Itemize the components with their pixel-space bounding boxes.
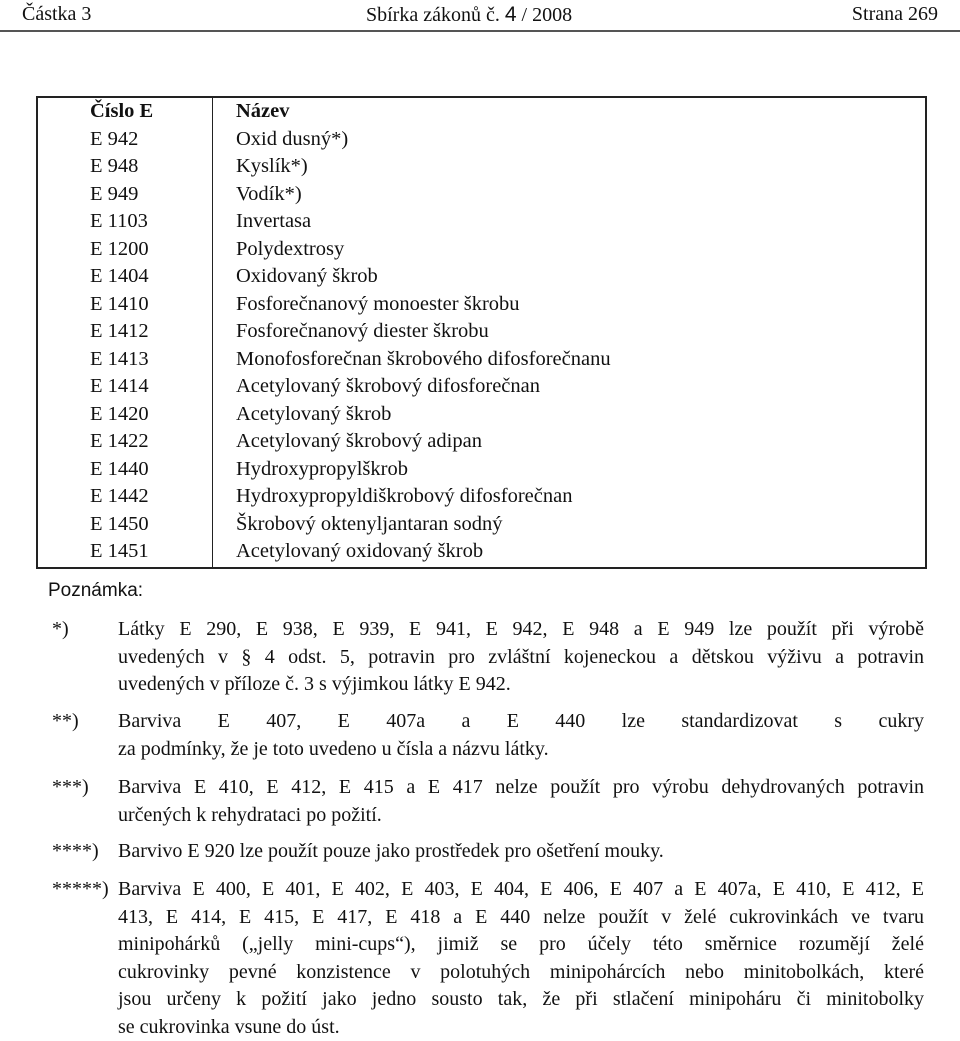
e-code: E 1413 [90,346,149,373]
e-code: E 942 [90,126,138,153]
table-row [38,346,925,373]
header-title [366,3,572,27]
header-issue-number: 4 [505,3,517,26]
substance-name: Acetylovaný škrobový difosforečnan [236,373,540,400]
table-row [38,538,925,565]
page-header [0,0,960,32]
table-row [38,153,925,180]
substance-name: Oxid dusný*) [236,126,348,153]
footnote-line: Barviva E 410, E 412, E 415 a E 417 nelze použít pro výrobu dehydrovaných potravin [118,774,924,802]
substance-name: Invertasa [236,208,311,235]
e-code: E 1410 [90,291,149,318]
footnote-line: Barvivo E 920 lze použít pouze jako prostředek pro ošetření mouky. [118,838,924,866]
e-code: E 1412 [90,318,149,345]
header-title-prefix: Sbírka zákonů č. [366,4,500,26]
table-row [38,483,925,510]
footnote-mark: ****) [52,838,99,866]
header-part: Částka 3 [22,3,91,26]
footnote-line: uvedených v příloze č. 3 s výjimkou látky E 942. [118,671,924,699]
table-row [38,511,925,538]
substance-name: Kyslík*) [236,153,308,180]
footnote-line: Barviva E 400, E 401, E 402, E 403, E 404, E 406, E 407 a E 407a, E 410, E 412, E [118,876,924,904]
footnote-1 [52,616,924,700]
table-row [38,456,925,483]
table-row [38,236,925,263]
substance-name: Hydroxypropyldiškrobový difosforečnan [236,483,572,510]
table-row [38,263,925,290]
substance-name: Vodík*) [236,181,302,208]
footnote-line: Látky E 290, E 938, E 939, E 941, E 942, E 948 a E 949 lze použít při výrobě [118,616,924,644]
table-row [38,401,925,428]
e-code: E 1442 [90,483,149,510]
substance-name: Fosforečnanový monoester škrobu [236,291,520,318]
header-page-number: Strana 269 [852,3,938,26]
substance-name: Acetylovaný škrob [236,401,391,428]
e-code: E 1440 [90,456,149,483]
table-row [38,373,925,400]
footnote-line: Barviva E 407, E 407a a E 440 lze standardizovat s cukry [118,708,924,736]
e-code: E 949 [90,181,138,208]
e-code: E 1404 [90,263,149,290]
footnote-line: určených k rehydrataci po požití. [118,802,924,830]
substance-name: Škrobový oktenyljantaran sodný [236,511,502,538]
substance-name: Oxidovaný škrob [236,263,378,290]
substance-name: Hydroxypropylškrob [236,456,408,483]
note-label: Poznámka: [48,580,143,602]
substance-name: Acetylovaný škrobový adipan [236,428,482,455]
e-code: E 1451 [90,538,149,565]
table-row [38,208,925,235]
column-header-code: Číslo E [90,98,153,125]
e-number-table [36,96,927,569]
footnote-mark: **) [52,708,79,736]
table-row [38,428,925,455]
e-code: E 1422 [90,428,149,455]
footnote-mark: *****) [52,876,109,904]
footnote-line: za podmínky, že je toto uvedeno u čísla a názvu látky. [118,736,924,764]
table-row [38,181,925,208]
footnote-line: 413, E 414, E 415, E 417, E 418 a E 440 nelze použít v želé cukrovinkách ve tvaru [118,904,924,932]
footnote-line: cukrovinky pevné konzistence v polotuhých minipohárcích nebo minitobolkách, které [118,959,924,987]
header-title-suffix: / 2008 [522,4,573,26]
substance-name: Acetylovaný oxidovaný škrob [236,538,483,565]
substance-name: Polydextrosy [236,236,344,263]
e-code: E 1103 [90,208,148,235]
footnote-line: jsou určeny k požití jako jedno sousto tak, že při stlačení minipoháru či minitobolky [118,986,924,1014]
footnote-line: se cukrovinka vsune do úst. [118,1014,924,1041]
e-code: E 1420 [90,401,149,428]
substance-name: Fosforečnanový diester škrobu [236,318,489,345]
e-code: E 948 [90,153,138,180]
footnote-line: uvedených v § 4 odst. 5, potravin pro zvláštní kojeneckou a dětskou výživu a potravin [118,644,924,672]
column-header-name: Název [236,98,290,125]
footnote-mark: ***) [52,774,89,802]
e-code: E 1200 [90,236,149,263]
table-row [38,126,925,153]
e-code: E 1414 [90,373,149,400]
footnote-3 [52,774,924,830]
footnote-line: minipohárků („jelly mini-cups“), jimiž se pro účely této směrnice rozumějí želé [118,931,924,959]
table-row [38,291,925,318]
footnote-2 [52,708,924,764]
footnote-4 [52,838,924,866]
footnote-5 [52,876,924,1029]
substance-name: Monofosforečnan škrobového difosforečnanu [236,346,611,373]
table-header-row [38,98,925,125]
table-row [38,318,925,345]
e-code: E 1450 [90,511,149,538]
footnote-mark: *) [52,616,69,644]
